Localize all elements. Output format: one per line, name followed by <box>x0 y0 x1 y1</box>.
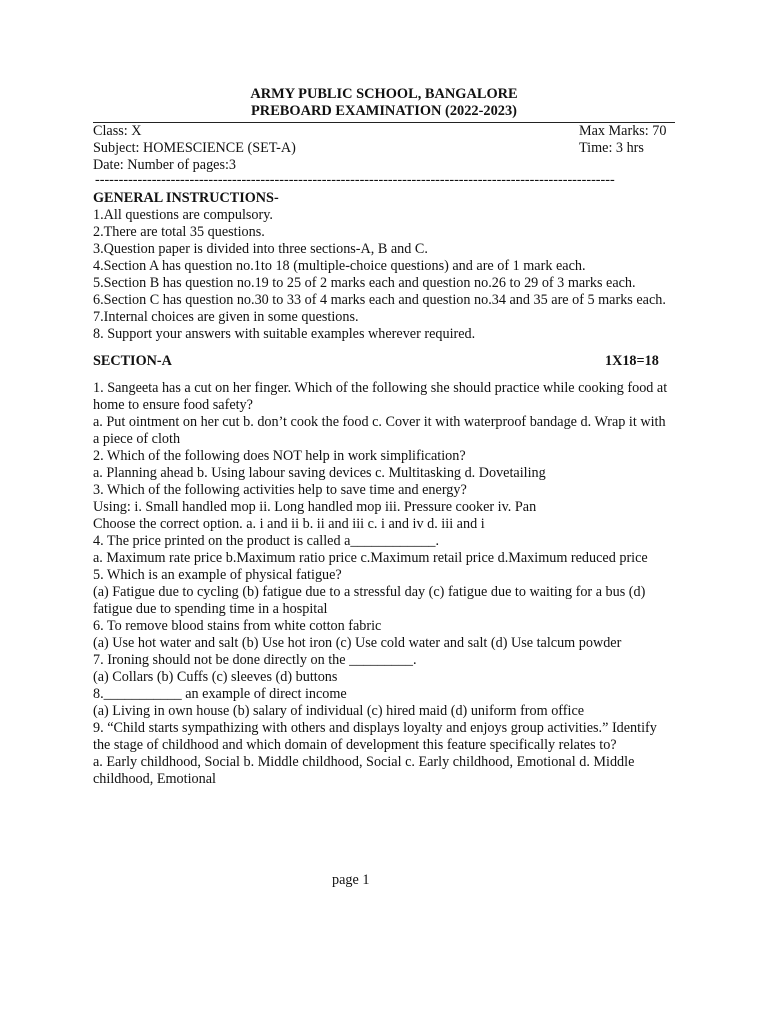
question-6-options: (a) Use hot water and salt (b) Use hot iron (c) Use cold water and salt (d) Use talcum powder <box>93 635 622 651</box>
question-4: 4. The price printed on the product is called a____________. <box>93 533 440 549</box>
class-row <box>93 123 675 140</box>
exam-page <box>93 86 675 788</box>
question-5-options: (a) Fatigue due to cycling (b) fatigue due to a stressful day (c) fatigue due to waiting for a bus (d) fatigue due to spending time in a hospital <box>93 584 646 617</box>
instruction-item: 8. Support your answers with suitable examples wherever required. <box>93 326 476 342</box>
date-pages: Date: Number of pages:3 <box>93 157 237 173</box>
question-9-options: a. Early childhood, Social b. Middle childhood, Social c. Early childhood, Emotional d. Middle childhood, Emotional <box>93 754 635 787</box>
question-7: 7. Ironing should not be done directly on the _________. <box>93 652 417 668</box>
instruction-item: 2.There are total 35 questions. <box>93 224 265 240</box>
subject-row <box>93 140 675 157</box>
max-marks: Max Marks: 70 <box>579 123 667 139</box>
instructions-list <box>93 207 675 343</box>
question-3: 3. Which of the following activities help to save time and energy? <box>93 482 467 498</box>
questions-list <box>93 380 675 788</box>
question-3-options: Choose the correct option. a. i and ii b. ii and iii c. i and iv d. iii and i <box>93 516 485 532</box>
time-label: Time: 3 hrs <box>579 140 644 156</box>
dash-separator: -------------------------------------------------------------------------------------------------------------- <box>95 174 615 186</box>
instruction-item: 1.All questions are compulsory. <box>93 207 273 223</box>
question-2-options: a. Planning ahead b. Using labour saving devices c. Multitasking d. Dovetailing <box>93 465 546 481</box>
section-a-marks: 1X18=18 <box>605 353 659 369</box>
instruction-item: 5.Section B has question no.19 to 25 of 2 marks each and question no.26 to 29 of 3 marks each. <box>93 275 636 291</box>
page-number: page 1 <box>332 872 370 888</box>
instruction-item: 4.Section A has question no.1to 18 (multiple-choice questions) and are of 1 mark each. <box>93 258 586 274</box>
question-3-items: Using: i. Small handled mop ii. Long handled mop iii. Pressure cooker iv. Pan <box>93 499 537 515</box>
school-name: ARMY PUBLIC SCHOOL, BANGALORE <box>250 86 518 102</box>
question-5: 5. Which is an example of physical fatigue? <box>93 567 342 583</box>
question-2: 2. Which of the following does NOT help in work simplification? <box>93 448 466 464</box>
section-a-header <box>93 353 675 370</box>
question-7-options: (a) Collars (b) Cuffs (c) sleeves (d) buttons <box>93 669 338 685</box>
question-6: 6. To remove blood stains from white cotton fabric <box>93 618 382 634</box>
question-4-options: a. Maximum rate price b.Maximum ratio price c.Maximum retail price d.Maximum reduced price <box>93 550 648 566</box>
question-8: 8.___________ an example of direct income <box>93 686 347 702</box>
question-1: 1. Sangeeta has a cut on her finger. Which of the following she should practice while cooking food at home to ensure food safety? <box>93 380 668 413</box>
question-8-options: (a) Living in own house (b) salary of individual (c) hired maid (d) uniform from office <box>93 703 585 719</box>
class-label: Class: X <box>93 123 142 139</box>
section-a-title: SECTION-A <box>93 353 172 369</box>
instruction-item: 3.Question paper is divided into three sections-A, B and C. <box>93 241 428 257</box>
exam-title: PREBOARD EXAMINATION (2022-2023) <box>251 103 517 119</box>
subject-label: Subject: HOMESCIENCE (SET-A) <box>93 140 296 156</box>
instruction-item: 6.Section C has question no.30 to 33 of 4 marks each and question no.34 and 35 are of 5 marks each. <box>93 292 666 308</box>
instructions-title: GENERAL INSTRUCTIONS- <box>93 190 279 206</box>
question-9: 9. “Child starts sympathizing with others and displays loyalty and enjoys group activities.” Identify the stage of childhood and which domain of development this feature specifically relates to? <box>93 720 657 753</box>
question-1-options: a. Put ointment on her cut b. don’t cook the food c. Cover it with waterproof bandage d. Wrap it with a piece of cloth <box>93 414 666 447</box>
instruction-item: 7.Internal choices are given in some questions. <box>93 309 359 325</box>
